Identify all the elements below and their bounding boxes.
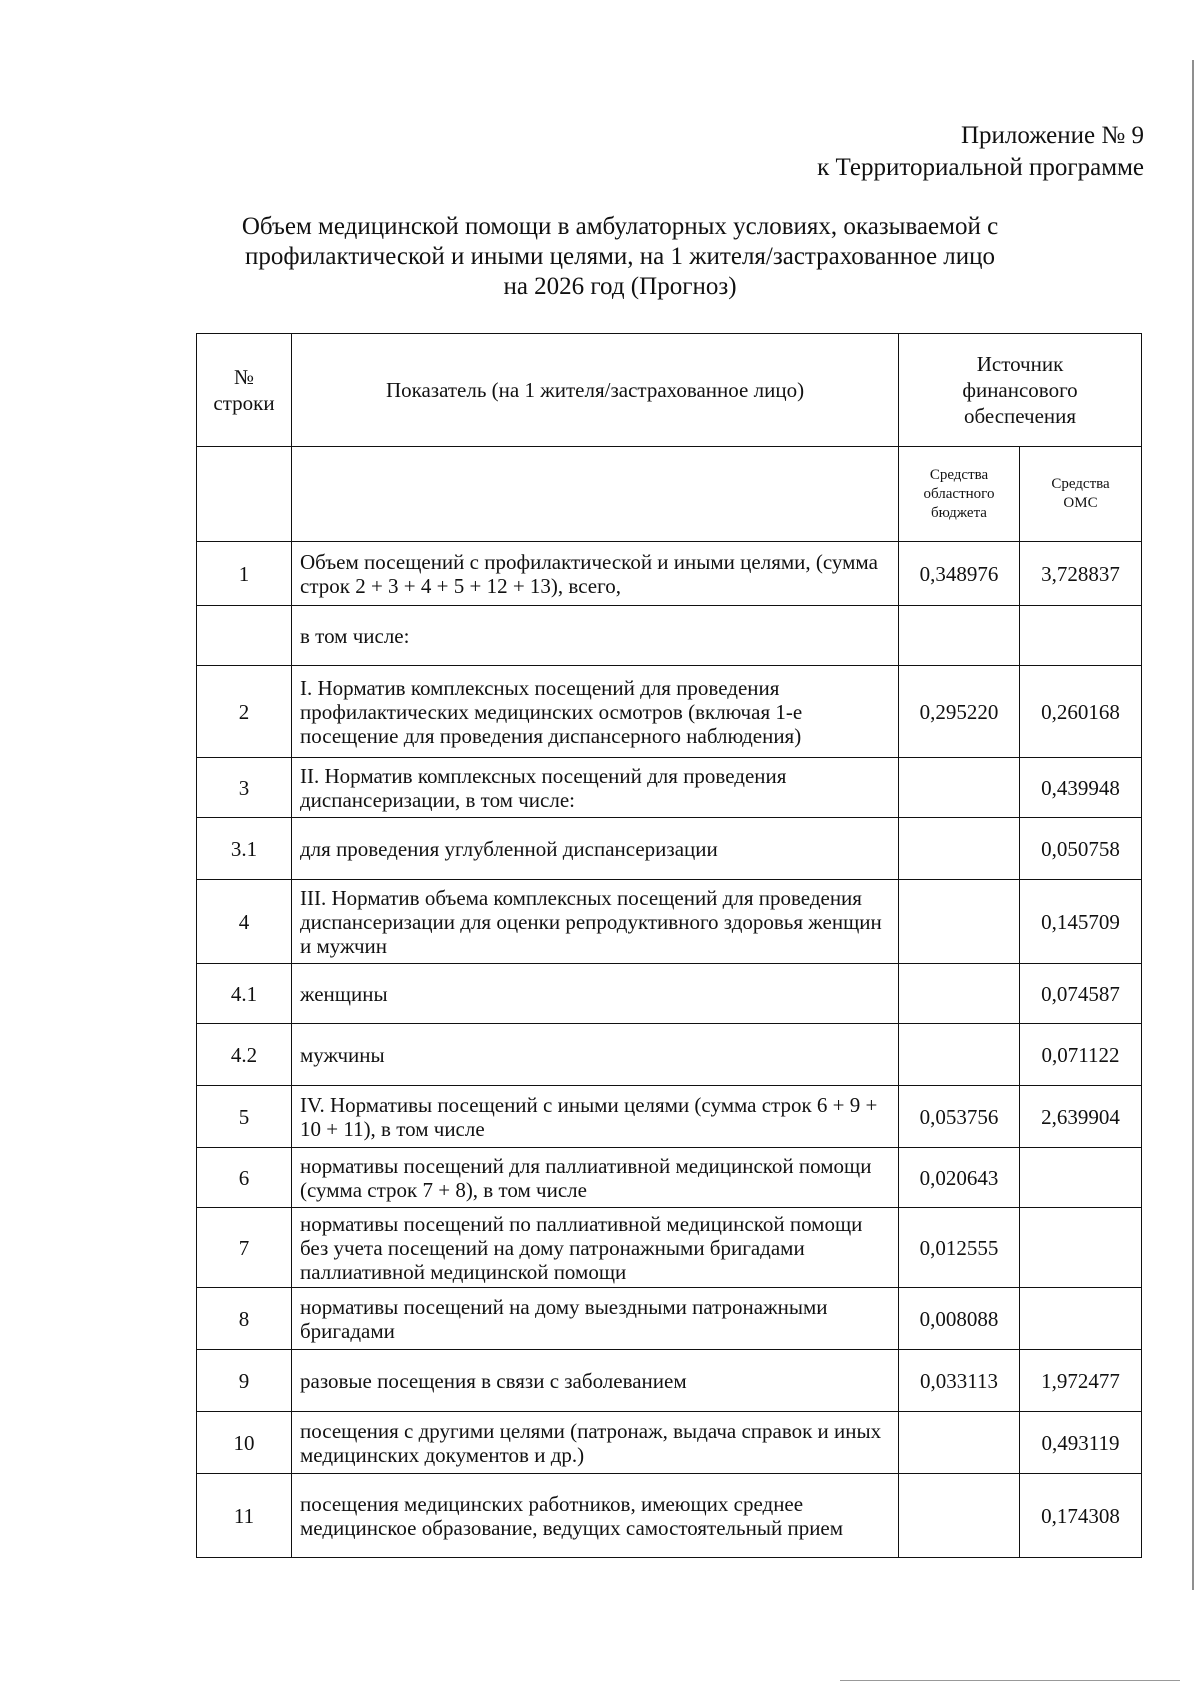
document-title	[180, 212, 1060, 302]
row-number-cell: 11	[197, 1474, 292, 1558]
header-row-sub	[197, 447, 1142, 542]
appendix-line-1: Приложение № 9	[960, 122, 1144, 149]
table-row	[197, 1024, 1142, 1086]
indicator-cell: нормативы посещений для паллиативной медицинской помощи (сумма строк 7 + 8), в том числе	[292, 1148, 899, 1208]
indicator-cell: нормативы посещений по паллиативной медицинской помощи без учета посещений на дому патронажными бригадами паллиативной медицинской помощи	[292, 1208, 899, 1288]
scan-edge-right	[1192, 60, 1194, 1590]
header-num: № строки	[197, 334, 292, 447]
indicator-cell: женщины	[292, 964, 899, 1024]
budget-value-cell: 0,295220	[899, 666, 1020, 758]
indicator-cell: III. Норматив объема комплексных посещений для проведения диспансеризации для оценки репродуктивного здоровья женщин и мужчин	[292, 880, 899, 964]
indicator-cell: в том числе:	[292, 606, 899, 666]
indicator-cell: II. Норматив комплексных посещений для проведения диспансеризации, в том числе:	[292, 758, 899, 818]
scan-edge-bottom	[840, 1680, 1180, 1681]
oms-value-cell: 0,071122	[1020, 1024, 1142, 1086]
indicator-cell: для проведения углубленной диспансеризации	[292, 818, 899, 880]
title-line-2: профилактической и иными целями, на 1 жителя/застрахованное лицо	[244, 243, 996, 270]
appendix-line-2: к Территориальной программе	[817, 154, 1144, 181]
indicator-cell: IV. Нормативы посещений с иными целями (сумма строк 6 + 9 + 10 + 11), в том числе	[292, 1086, 899, 1148]
volume-table	[196, 333, 1142, 1558]
oms-value-cell: 0,174308	[1020, 1474, 1142, 1558]
oms-value-cell	[1020, 1208, 1142, 1288]
oms-value-cell: 0,439948	[1020, 758, 1142, 818]
row-number-cell: 2	[197, 666, 292, 758]
row-number-cell: 6	[197, 1148, 292, 1208]
oms-value-cell: 0,050758	[1020, 818, 1142, 880]
oms-value-cell	[1020, 606, 1142, 666]
row-number-cell: 8	[197, 1288, 292, 1350]
table-row	[197, 1148, 1142, 1208]
row-number-cell: 9	[197, 1350, 292, 1412]
header-sub-empty-num	[197, 447, 292, 542]
budget-value-cell	[899, 880, 1020, 964]
budget-value-cell	[899, 606, 1020, 666]
table-row	[197, 818, 1142, 880]
table-row	[197, 1350, 1142, 1412]
indicator-cell: посещения с другими целями (патронаж, выдача справок и иных медицинских документов и др.)	[292, 1412, 899, 1474]
table-row	[197, 1474, 1142, 1558]
table-row	[197, 1412, 1142, 1474]
table-row	[197, 1208, 1142, 1288]
oms-value-cell: 0,145709	[1020, 880, 1142, 964]
oms-value-cell: 0,074587	[1020, 964, 1142, 1024]
appendix-header	[817, 120, 1144, 184]
oms-value-cell: 0,260168	[1020, 666, 1142, 758]
header-oms: Средства ОМС	[1020, 447, 1142, 542]
indicator-cell: Объем посещений с профилактической и иными целями, (сумма строк 2 + 3 + 4 + 5 + 12 + 13), всего,	[292, 542, 899, 606]
indicator-cell: посещения медицинских работников, имеющих среднее медицинское образование, ведущих самостоятельный прием	[292, 1474, 899, 1558]
header-row-main	[197, 334, 1142, 447]
row-number-cell: 4	[197, 880, 292, 964]
table-row	[197, 964, 1142, 1024]
row-number-cell: 10	[197, 1412, 292, 1474]
row-number-cell: 3	[197, 758, 292, 818]
row-number-cell	[197, 606, 292, 666]
oms-value-cell: 3,728837	[1020, 542, 1142, 606]
budget-value-cell: 0,033113	[899, 1350, 1020, 1412]
budget-value-cell: 0,008088	[899, 1288, 1020, 1350]
budget-value-cell: 0,012555	[899, 1208, 1020, 1288]
table-row	[197, 542, 1142, 606]
table-row	[197, 606, 1142, 666]
title-line-3: на 2026 год (Прогноз)	[503, 273, 737, 300]
table-row	[197, 1288, 1142, 1350]
header-indicator: Показатель (на 1 жителя/застрахованное лицо)	[292, 334, 899, 447]
row-number-cell: 5	[197, 1086, 292, 1148]
row-number-cell: 1	[197, 542, 292, 606]
oms-value-cell: 1,972477	[1020, 1350, 1142, 1412]
indicator-cell: мужчины	[292, 1024, 899, 1086]
oms-value-cell: 2,639904	[1020, 1086, 1142, 1148]
oms-value-cell	[1020, 1288, 1142, 1350]
budget-value-cell	[899, 964, 1020, 1024]
oms-value-cell	[1020, 1148, 1142, 1208]
indicator-cell: нормативы посещений на дому выездными патронажными бригадами	[292, 1288, 899, 1350]
row-number-cell: 4.2	[197, 1024, 292, 1086]
indicator-cell: I. Норматив комплексных посещений для проведения профилактических медицинских осмотров (включая 1-е посещение для проведения диспансерного наблюдения)	[292, 666, 899, 758]
budget-value-cell: 0,348976	[899, 542, 1020, 606]
title-line-1: Объем медицинской помощи в амбулаторных условиях, оказываемой с	[241, 213, 999, 240]
indicator-cell: разовые посещения в связи с заболеванием	[292, 1350, 899, 1412]
budget-value-cell	[899, 818, 1020, 880]
table-row	[197, 666, 1142, 758]
budget-value-cell: 0,020643	[899, 1148, 1020, 1208]
budget-value-cell: 0,053756	[899, 1086, 1020, 1148]
table-row	[197, 880, 1142, 964]
row-number-cell: 4.1	[197, 964, 292, 1024]
header-source: Источник финансового обеспечения	[899, 334, 1142, 447]
row-number-cell: 7	[197, 1208, 292, 1288]
table-row	[197, 758, 1142, 818]
table-row	[197, 1086, 1142, 1148]
row-number-cell: 3.1	[197, 818, 292, 880]
budget-value-cell	[899, 758, 1020, 818]
header-budget: Средства областного бюджета	[899, 447, 1020, 542]
budget-value-cell	[899, 1024, 1020, 1086]
budget-value-cell	[899, 1412, 1020, 1474]
budget-value-cell	[899, 1474, 1020, 1558]
oms-value-cell: 0,493119	[1020, 1412, 1142, 1474]
header-sub-empty-indicator	[292, 447, 899, 542]
